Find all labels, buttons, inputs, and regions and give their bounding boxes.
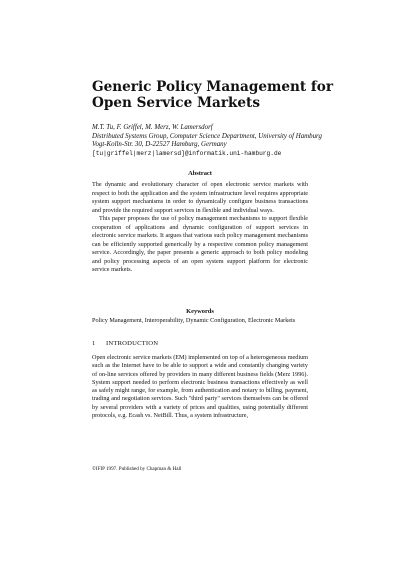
paper-title: Generic Policy Management for Open Service Markets	[92, 79, 333, 111]
keywords: Policy Management, Interoperability, Dynamic Configuration, Electronic Markets	[92, 317, 296, 324]
section-title: INTRODUCTION	[106, 340, 159, 347]
author-emails: [tu|griffel|merz|lamersd]@informatik.uni-hamburg.de	[92, 150, 282, 158]
intro-paragraph: Open electronic service markets (EM) implemented on top of a heterogeneous medium such as the Internet have to be able to support a wide and constantly changing variety of on-line services offered by providers in many different business fields (Merz 1996). System support needed to perform electronic business transactions effectively as well as safely might range, for example, from authentication and notary to billing, payment, trading and negotiation services. Such "third party" services themselves can be offered by several providers with a variety of prices and qualities, using potentially different protocols, e.g. Ecash vs. NetBill. Thus, a system infrastructure,	[92, 354, 308, 420]
abstract-heading: Abstract	[188, 170, 212, 177]
keywords-heading: Keywords	[186, 308, 214, 315]
section-heading	[92, 340, 158, 347]
abstract-paragraph-2: This paper proposes the use of policy management mechanisms to support flexible cooperation of applications and dynamic configuration of support services in electronic service markets. It argues that various such policy management mechanisms can be efficiently supported generically by a respective common policy management service. Accordingly, the paper presents a generic approach to both policy modeling and policy processing aspects of an open system support platform for electronic service markets.	[92, 215, 308, 273]
abstract-paragraph-1: The dynamic and evolutionary character of open electronic service markets with respect to both the application and the system infrastructure level requires appropriate system support mechanisms in order to dynamically configure business transactions and provide the required support services in flexible and individual ways.	[92, 181, 308, 214]
abstract	[92, 181, 308, 275]
section-number: 1	[92, 340, 96, 347]
author-names: M.T. Tu, F. Griffel, M. Merz, W. Lamersdorf	[92, 124, 213, 131]
author-block	[92, 124, 362, 159]
affiliation: Distributed Systems Group, Computer Science Department, University of Hamburg	[92, 132, 322, 140]
postal-address: Vogt-Kolln-Str. 30, D-22527 Hamburg, Germany	[92, 141, 227, 149]
copyright-footer: ©IFIP 1997. Published by Chapman & Hall	[92, 466, 182, 472]
introduction-text	[92, 354, 308, 420]
